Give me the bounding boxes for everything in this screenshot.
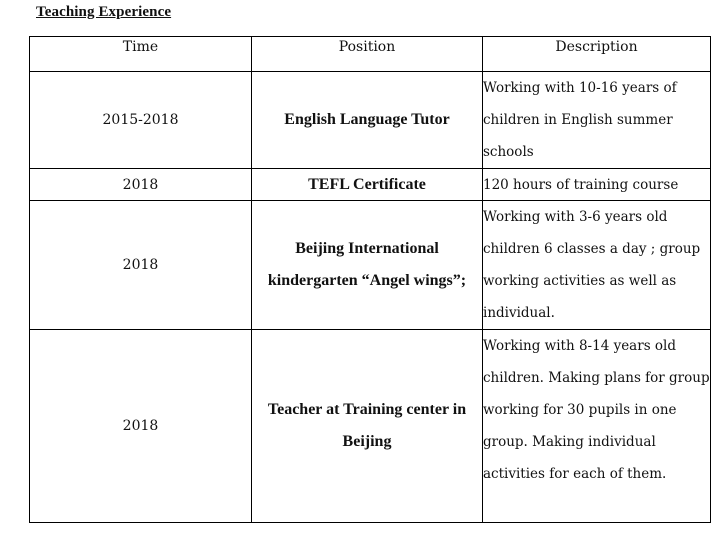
table-header-row xyxy=(30,37,711,72)
position-cell: Teacher at Training center in Beijing xyxy=(252,330,483,523)
position-cell: Beijing International kindergarten “Angel wings”; xyxy=(252,201,483,330)
column-header-position: Position xyxy=(252,37,483,72)
table-row xyxy=(30,330,711,523)
description-cell: Working with 8-14 years old children. Making plans for group working for 30 pupils in one group. Making individual activities for each of them. xyxy=(483,330,711,523)
column-header-time: Time xyxy=(30,37,252,72)
time-cell: 2015-2018 xyxy=(30,72,252,169)
description-cell: Working with 10-16 years of children in English summer schools xyxy=(483,72,711,169)
description-cell: Working with 3-6 years old children 6 classes a day ; group working activities as well as individual. xyxy=(483,201,711,330)
table-row xyxy=(30,72,711,169)
column-header-description: Description xyxy=(483,37,711,72)
time-cell: 2018 xyxy=(30,169,252,201)
position-cell: TEFL Certificate xyxy=(252,169,483,201)
position-cell: English Language Tutor xyxy=(252,72,483,169)
teaching-experience-table xyxy=(29,36,711,523)
description-cell: 120 hours of training course xyxy=(483,169,711,201)
time-cell: 2018 xyxy=(30,201,252,330)
section-heading: Teaching Experience xyxy=(36,4,172,20)
table-row xyxy=(30,169,711,201)
time-cell: 2018 xyxy=(30,330,252,523)
table-row xyxy=(30,201,711,330)
